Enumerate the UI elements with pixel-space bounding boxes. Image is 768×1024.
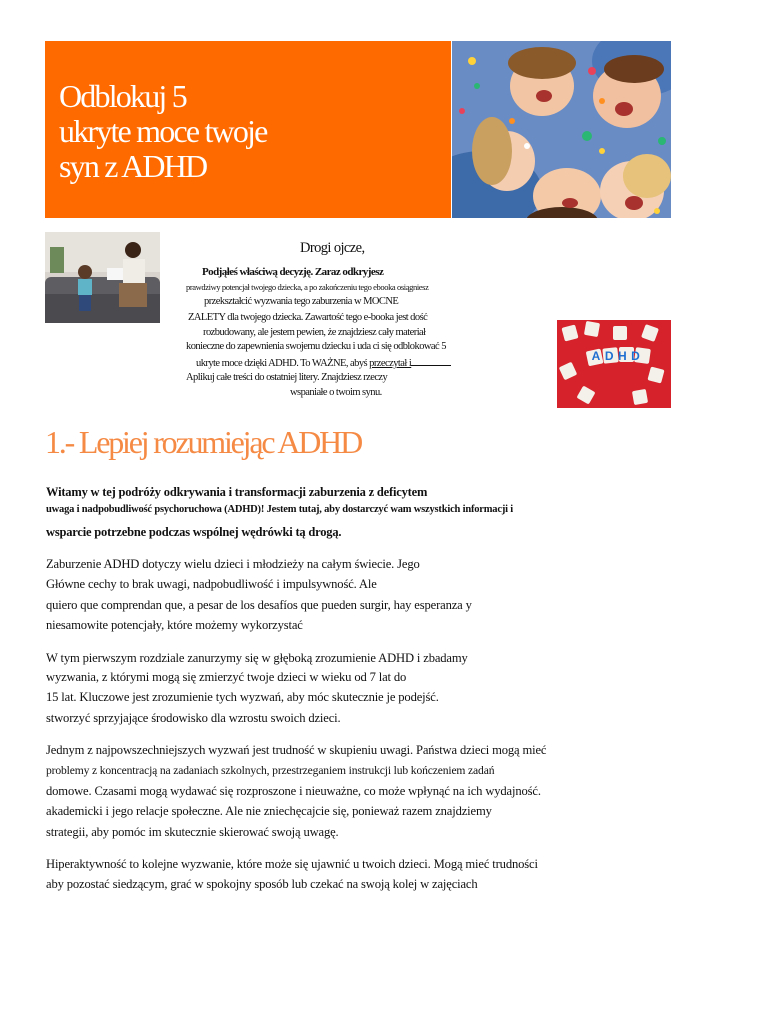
letter-line: Podjąłeś właściwą decyzję. Zaraz odkryjesz: [202, 266, 384, 278]
intro-line: uwaga i nadpobudliwość psychoruchowa (ADHD)! Jestem tutaj, aby dostarczyć wam wszystkich informacji i: [46, 504, 513, 515]
title-line: ukryte moce twoje: [59, 113, 267, 149]
paragraph-line: domowe. Czasami mogą wydawać się rozproszone i nieuważne, co może wpłynąć na ich wydajność.: [46, 784, 541, 798]
paragraph-line: 15 lat. Kluczowe jest zrozumienie tych wyzwań, aby móc skutecznie je podejść.: [46, 690, 439, 704]
chapter-heading: 1.- Lepiej rozumiejąc ADHD: [45, 424, 362, 460]
title-line: Odblokuj 5: [59, 78, 186, 114]
paragraph-line: strategii, aby pomóc im skutecznie skierować swoją uwagę.: [46, 825, 339, 839]
paragraph-line: W tym pierwszym rozdziale zanurzymy się w głęboką zrozumienie ADHD i zbadamy: [46, 651, 468, 665]
intro-line: wsparcie potrzebne podczas wspólnej wędrówki tą drogą.: [46, 525, 342, 539]
ebook-title: [59, 79, 439, 184]
letter-line: [196, 356, 451, 369]
letter-line-text: ukryte moce dzięki ADHD. To WAŻNE, abyś: [196, 358, 370, 369]
intro-line: Witamy w tej podróży odkrywania i transformacji zaburzenia z deficytem: [46, 485, 428, 499]
parent-child-photo: [45, 232, 160, 323]
paragraph-line: aby pozostać siedzącym, grać w spokojny sposób lub czekać na swoją kolej w zajęciach: [46, 877, 478, 891]
paragraph-line: Hiperaktywność to kolejne wyzwanie, które może się ujawnić u twoich dzieci. Mogą mieć trudności: [46, 857, 538, 871]
paragraph-line: stworzyć sprzyjające środowisko dla wzrostu swoich dzieci.: [46, 711, 341, 725]
letter-line: Aplikuj całe treści do ostatniej litery. Znajdziesz rzeczy: [186, 372, 388, 383]
dice-letters: ADHD: [591, 349, 645, 363]
paragraph-line: Główne cechy to brak uwagi, nadpobudliwość i impulsywność. Ale: [46, 577, 377, 591]
letter-line: ZALETY dla twojego dziecka. Zawartość tego e-booka jest dość: [188, 312, 428, 323]
letter-line: rozbudowany, ale jestem pewien, że znajdziesz cały materiał: [203, 327, 426, 338]
paragraph-line: Jednym z najpowszechniejszych wyzwań jest trudność w skupieniu uwagi. Państwa dzieci mogą mieć: [46, 743, 547, 757]
paragraph-line: wyzwania, z którymi mogą się zmierzyć twoje dzieci w wieku od 7 lat do: [46, 670, 407, 684]
letter-line: przekształcić wyzwania tego zaburzenia w MOCNE: [204, 296, 399, 307]
letter-line: konieczne do zapewnienia swojemu dziecku i uda ci się odblokować 5: [186, 341, 446, 352]
letter-line: prawdziwy potencjał twojego dziecka, a po zakończeniu tego ebooka osiągniesz: [186, 282, 429, 292]
paragraph-line: quiero que comprendan que, a pesar de los desafíos que pueden surgir, hay esperanza y: [46, 598, 472, 612]
paragraph-line: problemy z koncentracją na zadaniach szkolnych, przestrzeganiem instrukcji lub kończeniem zadań: [46, 764, 495, 777]
letter-line: wspaniałe o twoim synu.: [290, 387, 382, 398]
letter-greeting: Drogi ojcze,: [300, 240, 365, 256]
paragraph-line: niesamowite potencjały, które możemy wykorzystać: [46, 618, 303, 632]
title-line: syn z ADHD: [59, 148, 207, 184]
adhd-dice-photo: [557, 320, 671, 408]
paragraph-line: akademicki i jego relacje społeczne. Ale nie zniechęcajcie się, ponieważ razem znajdziemy: [46, 804, 492, 818]
underlined-phrase: przeczytał i: [369, 358, 412, 369]
underline-blank: [411, 356, 451, 366]
kids-party-photo: [452, 41, 671, 218]
paragraph-line: Zaburzenie ADHD dotyczy wielu dzieci i młodzieży na całym świecie. Jego: [46, 557, 420, 571]
